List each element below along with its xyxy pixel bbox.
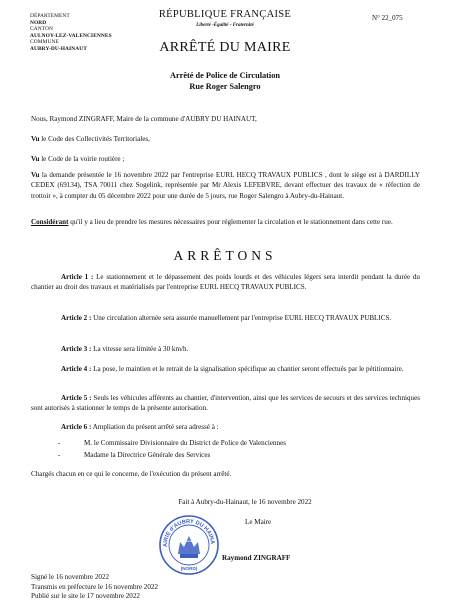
recipient-2-text: Madame la Directrice Générale des Services <box>84 451 211 459</box>
document-subtitle <box>0 70 450 92</box>
bullet-dash: - <box>58 451 61 459</box>
subtitle-line-1: Arrêté de Police de Circulation <box>170 71 280 80</box>
preamble-vu-3 <box>31 170 420 201</box>
article-3-text: La vitesse sera limitée à 30 km/h. <box>91 345 189 353</box>
vu-1-lead: Vu <box>31 135 40 143</box>
article-4 <box>31 364 420 374</box>
article-1 <box>31 272 420 293</box>
article-6-text: Ampliation du présent arrêté sera adressé à : <box>91 423 219 431</box>
canton-label: CANTON <box>30 26 53 33</box>
republic-motto: Liberté -Égalité - Fraternité <box>196 23 254 28</box>
document-title: ARRÊTÉ DU MAIRE <box>159 40 291 55</box>
bullet-dash: - <box>58 439 61 447</box>
preamble-vu-2 <box>31 154 420 164</box>
considerant-text: qu'il y a lieu de prendre les mesures nécessaires pour réglementer la circulation et le stationnement dans cette rue. <box>68 218 393 226</box>
published-date: Publié sur le site le 17 novembre 2022 <box>31 592 140 600</box>
article-4-lead: Article 4 : <box>61 365 92 373</box>
vu-3-lead: Vu <box>31 171 40 179</box>
vu-2-lead: Vu <box>31 155 40 163</box>
vu-2-text: le Code de la voirie routière ; <box>39 155 125 163</box>
republic-heading: RÉPUBLIQUE FRANÇAISE <box>158 9 292 20</box>
svg-text:(NORD): (NORD) <box>180 566 198 571</box>
article-6-lead: Article 6 : <box>61 423 92 431</box>
arretons-heading: ARRÊTONS <box>173 248 277 263</box>
publication-info <box>31 573 158 602</box>
commune-label: COMMUNE <box>30 39 59 46</box>
commune-value: AUBRY-DU-HAINAUT <box>30 45 87 52</box>
signed-date: Signé le 16 novembre 2022 <box>31 573 110 581</box>
article-6 <box>31 422 420 432</box>
article-4-text: La pose, le maintien et le retrait de la signalisation spécifique au chantier seront effectués par le pétitionnaire. <box>91 365 404 373</box>
signature-role: Le Maire <box>245 518 272 526</box>
signature-place-date: Fait à Aubry-du-Hainaut, le 16 novembre 2022 <box>178 498 312 506</box>
recipient-2 <box>58 450 210 460</box>
department-label: DÉPARTEMENT <box>30 13 70 19</box>
article-3 <box>31 344 420 354</box>
decree-number: N° 22_075 <box>372 14 403 22</box>
vu-3-text: la demande présentée le 16 novembre 2022 par l'entreprise EURL HECQ TRAVAUX PUBLICS , dont le siège est à DARDILLY CEDEX (69134), TSA 70011 chez Sogelink, représentée par Mr Alexis LEFEBVRE, devant effectuer des travaux de « réfection de trottoir », à compter du 05 décembre 2022 pour une durée de 5 jours, rue Roger Salengro à Aubry-du-Hainaut. <box>31 171 420 200</box>
article-3-lead: Article 3 : <box>61 345 92 353</box>
stamp-seal-icon <box>158 514 220 576</box>
town-hall-stamp <box>158 514 220 576</box>
vu-1-text: le Code des Collectivités Territoriales, <box>39 135 150 143</box>
recipient-1-text: M. le Commissaire Divisionnaire du District de Police de Valenciennes <box>84 439 286 447</box>
signatory-name: Raymond ZINGRAFF <box>222 554 291 562</box>
recipient-1 <box>58 438 286 448</box>
article-5-lead: Article 5 : <box>61 394 92 402</box>
article-5 <box>31 393 420 414</box>
article-2-text: Une circulation alternée sera assurée manuellement par l'entreprise EURL HECQ TRAVAUX PUBLICS. <box>91 314 392 322</box>
subtitle-line-2: Rue Roger Salengro <box>189 82 261 91</box>
closing-text: Chargés chacun en ce qui le concerne, de l'exécution du présent arrêté. <box>31 470 232 478</box>
svg-text:MAIRIE d'AUBRY DU HAINAUT: AIRIE d'AUBRY DU HAINA <box>162 518 216 548</box>
article-1-lead: Article 1 : <box>61 273 94 281</box>
preamble-vu-1 <box>31 134 420 144</box>
preamble-nous: Nous, Raymond ZINGRAFF, Maire de la commune d'AUBRY DU HAINAUT, <box>31 115 257 123</box>
considerant-lead: Considérant <box>31 218 69 226</box>
preamble-considerant <box>31 217 420 227</box>
article-1-text: Le stationnement et le dépassement des poids lourds et des véhicules légers sera interdit pendant la durée du chantier au droit des travaux et matérialisés par l'entreprise EURL HECQ TRAVAUX PUBLICS. <box>31 273 420 292</box>
article-2 <box>31 313 420 323</box>
department-value: NORD <box>30 19 47 26</box>
article-2-lead: Article 2 : <box>61 314 92 322</box>
article-5-text: Seuls les véhicules afférents au chantier, d'intervention, ainsi que les services de secours et des services techniques sont autorisés à stationner le temps de la présente autorisation. <box>31 394 420 413</box>
transmitted-date: Transmis en préfecture le 16 novembre 2022 <box>31 582 158 591</box>
canton-value: AULNOY-LEZ-VALENCIENNES <box>30 32 112 39</box>
